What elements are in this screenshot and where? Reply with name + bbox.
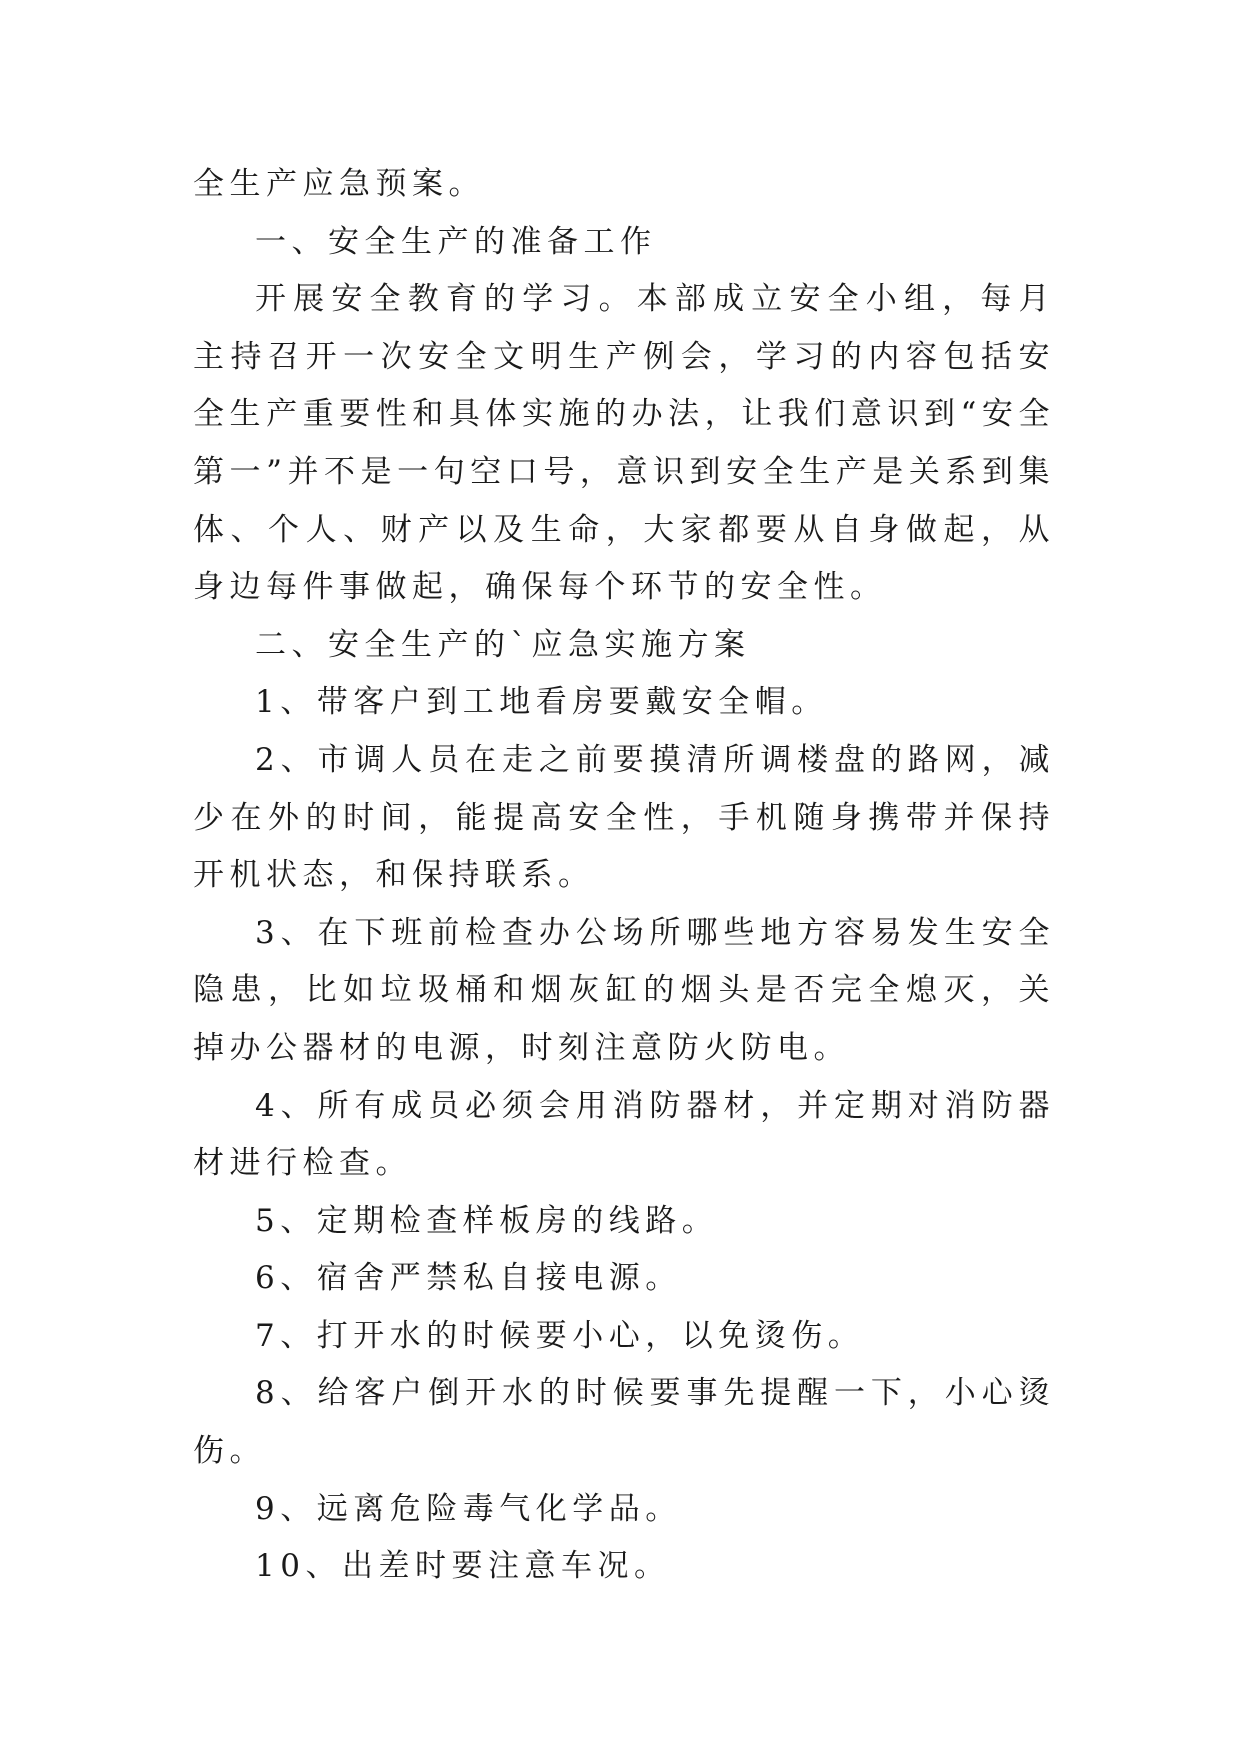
list-item-10: 10、出差时要注意车况。: [255, 1548, 671, 1585]
list-item-7: 7、打开水的时候要小心，以免烫伤。: [255, 1317, 865, 1354]
list-item-8: 8、给客户倒开水的时候要事先提醒一下，小心烫伤。: [193, 1375, 1055, 1470]
list-item-3: 3、在下班前检查办公场所哪些地方容易发生安全隐患，比如垃圾桶和烟灰缸的烟头是否完全熄灭，关掉办公器材的电源，时刻注意防火防电。: [193, 914, 1055, 1066]
list-item-2: 2、市调人员在走之前要摸清所调楼盘的路网，减少在外的时间，能提高安全性，手机随身携带并保持开机状态，和保持联系。: [193, 741, 1055, 894]
paragraph-safety-education: 开展安全教育的学习。本部成立安全小组，每月主持召开一次安全文明生产例会，学习的内容包括安全生产重要性和具体实施的办法，让我们意识到“安全第一”并不是一句空口号，意识到安全生产是关系到集体、个人、财产以及生命，大家都要从自身做起，从身边每件事做起，确保每个环节的安全性。: [193, 281, 1055, 606]
paragraph-intro-continuation: 全生产应急预案。: [193, 166, 485, 202]
document-body: [193, 156, 1055, 1596]
list-item-4: 4、所有成员必须会用消防器材，并定期对消防器材进行检查。: [193, 1087, 1055, 1182]
list-item-1: 1、带客户到工地看房要戴安全帽。: [255, 684, 828, 721]
list-item-6: 6、宿舍严禁私自接电源。: [255, 1260, 682, 1297]
list-item-5: 5、定期检查样板房的线路。: [255, 1202, 719, 1239]
section-heading-emergency-plan: 二、安全生产的`应急实施方案: [255, 626, 751, 663]
list-item-9: 9、远离危险毒气化学品。: [255, 1490, 682, 1527]
section-heading-preparation: 一、安全生产的准备工作: [255, 223, 657, 260]
